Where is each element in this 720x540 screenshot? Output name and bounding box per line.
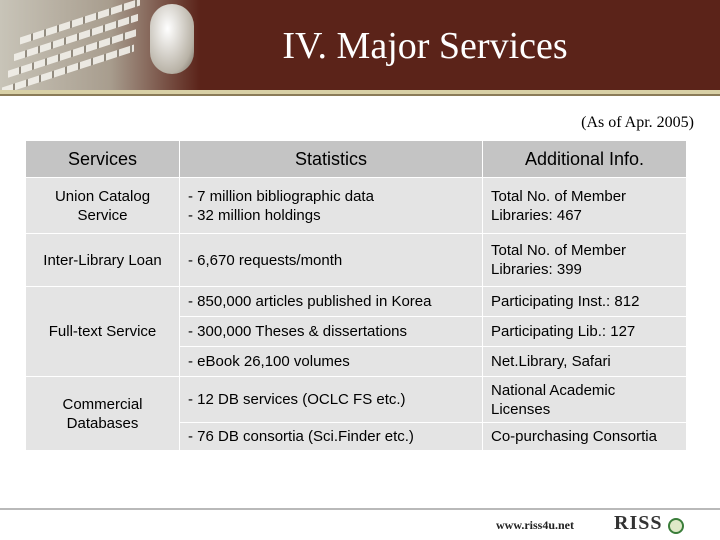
riss-logo: RISS xyxy=(614,512,663,534)
table-row xyxy=(26,234,687,287)
info-cell: Participating Inst.: 812 xyxy=(483,287,687,317)
header-divider-dark xyxy=(0,94,720,96)
emblem-icon xyxy=(668,518,684,534)
mouse-icon xyxy=(150,4,194,74)
footer xyxy=(0,510,720,540)
service-cell: Commercial Databases xyxy=(26,377,180,451)
stat-line: - 850,000 articles published in Korea xyxy=(180,287,483,317)
col-header-statistics: Statistics xyxy=(180,141,483,178)
table-row xyxy=(26,377,687,423)
stat-line: - 7 million bibliographic data xyxy=(188,187,374,205)
table-row xyxy=(26,287,687,317)
stat-line: - 12 DB services (OCLC FS etc.) xyxy=(180,377,483,423)
service-cell: Full-text Service xyxy=(26,287,180,377)
stats-cell xyxy=(180,178,483,234)
info-cell: Total No. of Member Libraries: 467 xyxy=(483,178,687,234)
stat-line: - 300,000 Theses & dissertations xyxy=(180,317,483,347)
stat-line: - eBook 26,100 volumes xyxy=(180,347,483,377)
table-row xyxy=(26,178,687,234)
table-header-row xyxy=(26,141,687,178)
col-header-services: Services xyxy=(26,141,180,178)
service-cell: Inter-Library Loan xyxy=(26,234,180,287)
as-of-date: (As of Apr. 2005) xyxy=(581,114,694,131)
slide-title: IV. Major Services xyxy=(282,25,568,67)
info-cell: Total No. of Member Libraries: 399 xyxy=(483,234,687,287)
col-header-additional-info: Additional Info. xyxy=(483,141,687,178)
stat-line: - 32 million holdings xyxy=(188,206,321,224)
services-table xyxy=(25,140,687,451)
keyboard-photo xyxy=(0,0,200,90)
info-cell: National Academic Licenses xyxy=(483,377,687,423)
stat-line: - 76 DB consortia (Sci.Finder etc.) xyxy=(180,423,483,451)
info-cell: Co-purchasing Consortia xyxy=(483,423,687,451)
stat-line: - 6,670 requests/month xyxy=(180,234,483,287)
info-cell: Participating Lib.: 127 xyxy=(483,317,687,347)
info-cell: Net.Library, Safari xyxy=(483,347,687,377)
footer-url: www.riss4u.net xyxy=(496,518,575,532)
slide-header xyxy=(0,0,720,90)
service-cell: Union Catalog Service xyxy=(26,178,180,234)
